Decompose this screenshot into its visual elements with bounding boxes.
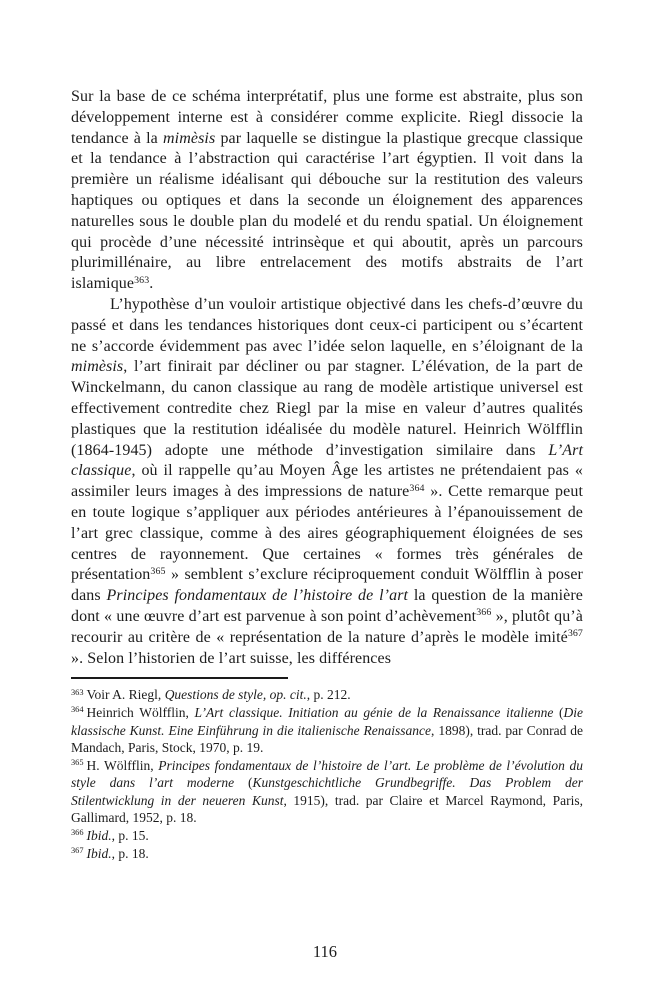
text-run: , 1915), trad. par Claire et Marcel Raymond, Paris, Gallimard, 1952, p. 18.	[71, 792, 583, 826]
footnote-reference: 364	[409, 482, 425, 494]
italic-text: Principes fondamentaux de l’histoire de l’art	[106, 587, 409, 605]
text-run: , p. 18.	[111, 845, 149, 861]
italic-text: mimèsis	[163, 129, 216, 147]
footnote-separator	[71, 677, 288, 679]
footnote	[71, 757, 583, 827]
italic-text: Ibid.	[86, 828, 112, 844]
italic-text: Kunstgeschichtliche Grundbegriffe. Das Problem der Stilentwicklung in der neueren Kunst	[71, 775, 583, 808]
footnote-marker: 366	[71, 828, 84, 838]
italic-text: Questions de style, op. cit.	[164, 687, 307, 703]
text-run: Sur la base de ce schéma interprétatif, plus une forme est abstraite, plus son développement interne est à considérer comme explicite. Riegl dissocie la tendance à la	[71, 88, 583, 147]
text-run: (	[234, 775, 253, 791]
footnote	[71, 704, 583, 757]
paragraph	[71, 295, 583, 669]
footnote-marker: 365	[71, 758, 84, 768]
text-run: Voir A. Riegl,	[86, 687, 165, 703]
text-run: .	[149, 275, 154, 293]
italic-text: Principes fondamentaux de l’histoire de l’art. Le problème de l’évolution du style dans l’art moderne	[71, 757, 584, 791]
text-run: » semblent s’exclure réciproquement conduit Wölfflin à poser dans	[71, 566, 583, 605]
text-run: , p. 15.	[111, 828, 149, 844]
footnote-marker: 364	[71, 705, 84, 715]
footnote-marker: 363	[71, 687, 84, 697]
italic-text: L’Art classique. Initiation au génie de la Renaissance italienne	[194, 704, 554, 720]
italic-text: Ibid.	[86, 845, 112, 861]
text-run: , 1898), trad. par Conrad de Mandach, Paris, Stock, 1970, p. 19.	[71, 722, 583, 756]
paragraph	[71, 87, 583, 295]
footnote-reference: 366	[476, 607, 492, 619]
italic-text: mimèsis	[71, 358, 124, 376]
text-run: , l’art finirait par décliner ou par stagner. L’élévation, de la part de Winckelmann, du canon classique au rang de modèle artistique universel est effectivement contredite chez Riegl par la mise en valeur d’autres qualités plastiques que la restitution idéalisée du modèle naturel. Heinrich Wölfflin (1864-1945) adopte une méthode d’investigation similaire dans	[71, 358, 583, 459]
text-run: , p. 212.	[306, 687, 351, 703]
italic-text: L’Art classique	[71, 441, 583, 480]
footnote	[71, 827, 583, 845]
text-run: , où il rappelle qu’au Moyen Âge les artistes ne prétendaient pas « assimiler leurs images à des impressions de nature	[71, 462, 583, 501]
footnote	[71, 686, 583, 704]
text-run: (	[553, 704, 564, 720]
text-run: », plutôt qu’à recourir au critère de « représentation de la nature d’après le modèle imité	[71, 607, 583, 646]
footnote-reference: 365	[150, 565, 166, 577]
text-run: H. Wölfflin,	[86, 757, 159, 773]
text-run: Heinrich Wölfflin,	[86, 704, 195, 720]
italic-text: Die klassische Kunst. Eine Einführung in die italienische Renaissance	[71, 704, 583, 738]
footnotes-block	[71, 686, 583, 862]
footnote-reference: 363	[134, 274, 150, 286]
body-text	[71, 87, 583, 669]
text-run: ». Selon l’historien de l’art suisse, les différences	[71, 649, 392, 667]
footnote	[71, 845, 583, 863]
text-run: par laquelle se distingue la plastique grecque classique et la tendance à l’abstraction qui caractérise l’art égyptien. Il voit dans la première un réalisme idéalisant qui débouche sur la restitution des valeurs haptiques ou optiques et dans la seconde un éloignement des apparences naturelles sous le double plan du modelé et du rendu spatial. Un éloignement qui procède d’une nécessité intrinsèque et qui aboutit, après un parcours plurimillénaire, au libre entrelacement des motifs abstraits de l’art islamique	[71, 129, 583, 293]
text-run: L’hypothèse d’un vouloir artistique objectivé dans les chefs-d’œuvre du passé et dans les tendances historiques dont ceux-ci participent ou s’écartent ne s’accorde évidemment pas avec l’idée selon laquelle, en s’éloignant de la	[71, 295, 583, 355]
text-run: la question de la manière dont « une œuvre d’art est parvenue à son point d’achèvement	[71, 587, 584, 625]
page-number: 116	[312, 942, 338, 961]
footnote-marker: 367	[71, 846, 84, 856]
footnote-reference: 367	[567, 628, 583, 640]
text-run: ». Cette remarque peut en toute logique s’appliquer aux périodes antérieures à l’épanouissement de l’art grec classique, comme à des aires géographiquement éloignées de ses centres de rayonnement. Que certaines « formes très générales de présentation	[71, 483, 584, 584]
